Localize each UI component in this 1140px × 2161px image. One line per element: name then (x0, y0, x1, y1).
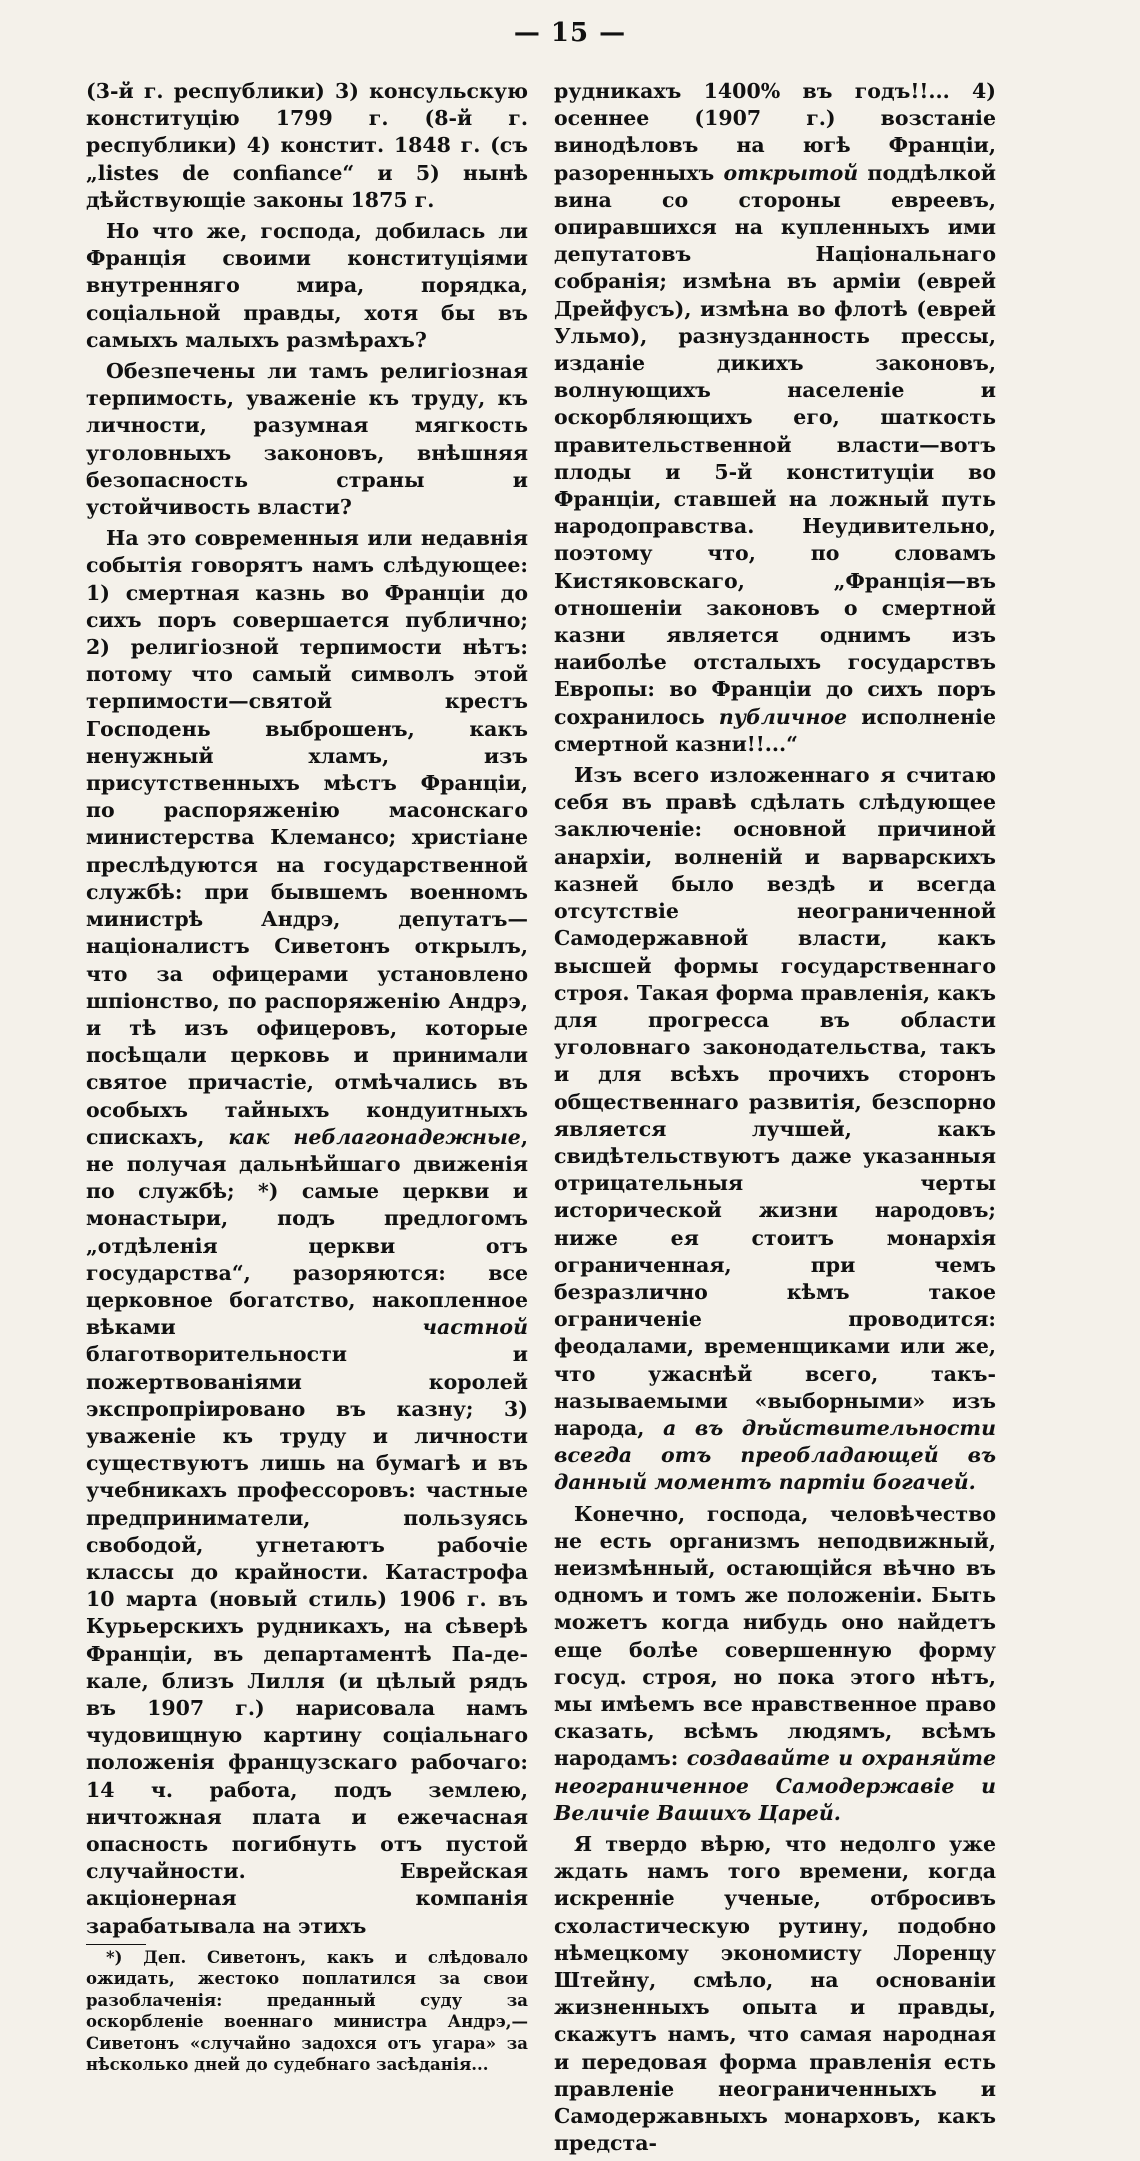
text-run: На это современныя или недавнія событія говорятъ намъ слѣдующее: 1) смертная казнь во Франціи до сихъ поръ совершается публично; 2) религіозной терпимости нѣтъ: потому что самый символъ этой терпимости—святой крестъ Господень выброшенъ, какъ ненужный хламъ, изъ присутственныхъ мѣстъ Франціи, по распоряженію масонскаго министерства Клемансо; христіане преслѣдуются на государственной службѣ: при бывшемъ военномъ министрѣ Андрэ, депутатъ—націоналистъ Сиветонъ открылъ, что за офицерами установлено шпіонство, по распоряженію Андрэ, и тѣ изъ офицеровъ, которые посѣщали церковь и принимали святое причастіе, отмѣчались въ особыхъ тайныхъ кондуитныхъ спискахъ, (86, 526, 528, 1149)
italic-run: открытой (723, 160, 859, 185)
paragraph: (3-й г. республики) 3) консульскую конституцію 1799 г. (8-й г. республики) 4) констит. 1848 г. (съ „listes de confiance“ и 5) нынѣ дѣйствующіе законы 1875 г. (86, 79, 528, 212)
text-run: исполненіе смертной казни!!...“ (554, 704, 996, 756)
footnote: *) Деп. Сиветонъ, какъ и слѣдовало ожидать, жестоко поплатился за свои разоблаченія: преданный суду за оскорбленіе военнаго министра Андрэ,—Сиветонъ «случайно задохся отъ угара» за нѣсколько дней до судебнаго засѣданія... (86, 1947, 528, 2075)
text-run: Конечно, господа, человѣчество не есть организмъ неподвижный, неизмѣнный, остающійся вѣчно въ одномъ и томъ же положеніи. Быть можетъ когда нибудь оно найдетъ еще болѣе совершенную форму госуд. строя, но пока этого нѣтъ, мы имѣемъ все нравственное право сказать, всѣмъ людямъ, всѣмъ народамъ: (554, 1501, 996, 1771)
paragraph (86, 525, 528, 1940)
paragraph: Обезпечены ли тамъ религіозная терпимость, уваженіе къ труду, къ личности, разумная мягкость уголовныхъ законовъ, внѣшняя безопасность страны и устойчивость власти? (86, 359, 528, 520)
page-number: — 15 — (513, 18, 627, 48)
paragraph: Но что же, господа, добилась ли Франція своими конституціями внутренняго мира, порядка, соціальной правды, хотя бы въ самыхъ малыхъ размѣрахъ? (86, 219, 528, 352)
text-run: Изъ всего изложеннаго я считаю себя въ правѣ сдѣлать слѣдующее заключеніе: основной причиной анархіи, волненій и варварскихъ казней было вездѣ и всегда отсутствіе неограниченной Самодержавной власти, какъ высшей формы государственнаго строя. Такая форма правленія, какъ для прогресса въ области уголовнаго законодательства, такъ и для всѣхъ прочихъ сторонъ общественнаго развитія, безспорно является лучшей, какъ свидѣтельствуютъ даже указанныя отрицательныя черты исторической жизни народовъ; ниже ея стоитъ монархія ограниченная, при чемъ безразлично кѣмъ такое ограниченіе проводится: феодалами, временщиками или же, что ужаснѣй всего, такъ-называемыми «выборными» изъ народа, (554, 763, 996, 1440)
footnote-divider (86, 1944, 146, 1945)
text-run: , не получая дальнѣйшаго движенія по службѣ; *) самые церкви и монастыри, подъ предлогомъ „отдѣленія церкви отъ государства“, разоряются: все церковное богатство, накопленное вѣками (86, 1124, 528, 1340)
text-run: рудникахъ 1400% въ годъ!!... 4) осеннее (1907 г.) возстаніе винодѣловъ на югѣ Франціи, разоренныхъ (554, 79, 996, 185)
left-column (86, 78, 528, 2080)
text-run: благотворительности и пожертвованіями королей экспропріировано въ казну; 3) уваженіе къ труду и личности существуютъ лишь на бумагѣ и въ учебникахъ профессоровъ: частные предприниматели, пользуясь свободой, угнетаютъ рабочіе классы до крайности. Катастрофа 10 марта (новый стиль) 1906 г. въ Курьерскихъ рудникахъ, на сѣверѣ Франціи, въ департаментѣ Па-де-кале, близъ Лилля (и цѣлый рядъ въ 1907 г.) нарисовала намъ чудовищную картину соціальнаго положенія французскаго рабочаго: 14 ч. работа, подъ землею, ничтожная плата и ежечасная опасность погибнуть отъ пустой случайности. Еврейская акціонерная компанія зарабатывала на этихъ (86, 1342, 528, 1938)
italic-run: создавайте и охраняйте неограниченное Самодержавіе и Величіе Вашихъ Царей. (554, 1746, 996, 1825)
italic-run: публичное (718, 704, 848, 729)
right-column (554, 78, 996, 2161)
italic-run: частной (422, 1315, 528, 1340)
paragraph (554, 78, 996, 758)
italic-run: а въ дѣйствительности всегда отъ преобладающей въ данный моментъ партіи богачей. (554, 1415, 997, 1495)
paragraph (554, 1501, 996, 1827)
italic-run: как неблагонадежные (228, 1124, 521, 1149)
paragraph (554, 762, 996, 1496)
paragraph: Я твердо вѣрю, что недолго уже ждать намъ того времени, когда искренніе ученые, отбросивъ схоластическую рутину, подобно нѣмецкому экономисту Лоренцу Штейну, смѣло, на основаніи жизненныхъ опыта и правды, скажутъ намъ, что самая народная и передовая форма правленія есть правленіе неограниченныхъ и Самодержавныхъ монарховъ, какъ предста- (554, 1832, 996, 2156)
text-run: поддѣлкой вина со стороны евреевъ, опиравшихся на купленныхъ ими депутатовъ Національнаго собранія; измѣна въ арміи (еврей Дрейфусъ), измѣна во флотѣ (еврей Ульмо), разнузданность прессы, изданіе дикихъ законовъ, волнующихъ населеніе и оскорбляющихъ его, шаткость правительственной власти—вотъ плоды и 5-й конституціи во Франціи, ставшей на ложный путь народоправства. Неудивительно, поэтому что, по словамъ Кистяковскаго, „Франція—въ отношеніи законовъ о смертной казни является однимъ изъ наиболѣе отсталыхъ государствъ Европы: во Франціи до сихъ поръ сохранилось (554, 160, 996, 729)
